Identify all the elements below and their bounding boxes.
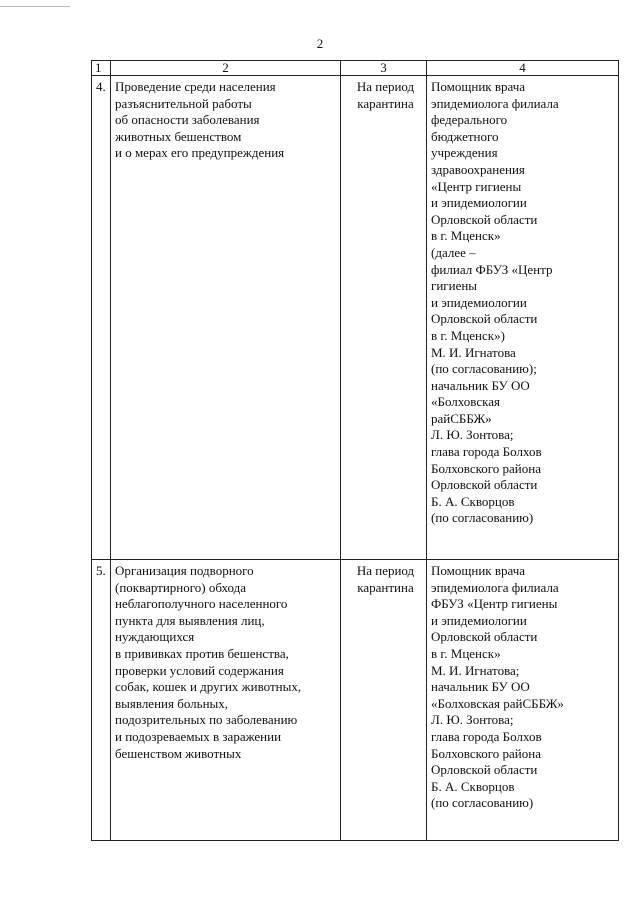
cell-line: пункта для выявления лиц, bbox=[115, 612, 265, 628]
responsible-cell bbox=[427, 76, 619, 560]
cell-line: Орловской области bbox=[431, 311, 538, 327]
cell-line: М. И. Игнатова; bbox=[431, 662, 520, 678]
cell-line: Орловской области bbox=[431, 477, 538, 493]
cell-line: эпидемиолога филиала bbox=[431, 579, 559, 595]
cell-line: (далее – bbox=[431, 244, 476, 260]
cell-line: начальник БУ ОО bbox=[431, 679, 530, 695]
measures-table bbox=[91, 60, 619, 841]
period-cell bbox=[341, 76, 427, 560]
cell-line: (поквартирного) обхода bbox=[115, 579, 246, 595]
cell-line: проверки условий содержания bbox=[115, 662, 284, 678]
cell-line: и подозреваемых в заражении bbox=[115, 728, 282, 744]
cell-line: (по согласованию) bbox=[431, 795, 534, 811]
cell-line: в г. Мценск» bbox=[431, 228, 501, 244]
cell-line: Помощник врача bbox=[431, 79, 526, 94]
table-row-4 bbox=[92, 76, 619, 560]
cell-line: (по согласованию) bbox=[431, 510, 534, 526]
cell-line: ФБУЗ «Центр гигиены bbox=[431, 596, 558, 612]
cell-line: в г. Мценск») bbox=[431, 327, 505, 343]
page-number: 2 bbox=[316, 36, 324, 51]
cell-line: Проведение среди населения bbox=[115, 79, 276, 94]
cell-line: в г. Мценск» bbox=[431, 645, 501, 661]
scan-artifact-line bbox=[0, 6, 70, 7]
table-header-row bbox=[92, 61, 619, 76]
cell-line: «Болховская bbox=[431, 394, 500, 410]
cell-line: и эпидемиологии bbox=[431, 294, 527, 310]
cell-line: животных бешенством bbox=[115, 128, 242, 144]
cell-line: и о мерах его предупреждения bbox=[115, 145, 285, 161]
cell-line: здравоохранения bbox=[431, 161, 525, 177]
cell-line: гигиены bbox=[431, 278, 478, 294]
cell-line: Б. А. Скворцов bbox=[431, 778, 515, 794]
cell-line: об опасности заболевания bbox=[115, 112, 260, 128]
header-col-4: 4 bbox=[427, 61, 619, 76]
cell-line: На период bbox=[356, 563, 415, 578]
cell-line: Болховского района bbox=[431, 460, 541, 476]
cell-line: бешенством животных bbox=[115, 745, 242, 761]
cell-line: «Болховская райСББЖ» bbox=[431, 695, 564, 711]
cell-line: Организация подворного bbox=[115, 563, 254, 578]
cell-line: Л. Ю. Зонтова; bbox=[431, 712, 514, 728]
cell-line: неблагополучного населенного bbox=[115, 596, 288, 612]
cell-line: Помощник врача bbox=[431, 563, 526, 578]
cell-line: карантина bbox=[357, 95, 414, 111]
cell-line: подозрительных по заболеванию bbox=[115, 712, 298, 728]
cell-line: бюджетного bbox=[431, 128, 499, 144]
cell-line: филиал ФБУЗ «Центр bbox=[431, 261, 553, 277]
cell-line: карантина bbox=[357, 579, 414, 595]
table-row-5 bbox=[92, 560, 619, 841]
row-number: 5. bbox=[92, 560, 111, 841]
cell-line: и эпидемиологии bbox=[431, 195, 527, 211]
cell-line: в прививках против бешенства, bbox=[115, 645, 289, 661]
cell-line: На период bbox=[356, 79, 415, 94]
cell-line: глава города Болхов bbox=[431, 728, 542, 744]
cell-line: Л. Ю. Зонтова; bbox=[431, 427, 514, 443]
cell-line: и эпидемиологии bbox=[431, 612, 527, 628]
activity-cell bbox=[111, 76, 341, 560]
cell-line: учреждения bbox=[431, 145, 498, 161]
activity-cell bbox=[111, 560, 341, 841]
cell-line: федерального bbox=[431, 112, 508, 128]
cell-line: разъяснительной работы bbox=[115, 95, 252, 111]
period-cell bbox=[341, 560, 427, 841]
cell-line: выявления больных, bbox=[115, 695, 229, 711]
cell-line: Орловской области bbox=[431, 211, 538, 227]
cell-line: (по согласованию); bbox=[431, 361, 537, 377]
cell-line: нуждающихся bbox=[115, 629, 195, 645]
row-number: 4. bbox=[92, 76, 111, 560]
cell-line: М. И. Игнатова bbox=[431, 344, 516, 360]
header-col-3: 3 bbox=[341, 61, 427, 76]
cell-line: собак, кошек и других животных, bbox=[115, 679, 302, 695]
cell-line: Болховского района bbox=[431, 745, 541, 761]
cell-line: Орловской области bbox=[431, 629, 538, 645]
cell-line: глава города Болхов bbox=[431, 444, 542, 460]
cell-line: начальник БУ ОО bbox=[431, 377, 530, 393]
responsible-cell bbox=[427, 560, 619, 841]
cell-line: Орловской области bbox=[431, 762, 538, 778]
header-col-2: 2 bbox=[111, 61, 341, 76]
cell-line: райСББЖ» bbox=[431, 410, 492, 426]
header-col-1: 1 bbox=[92, 61, 111, 76]
cell-line: эпидемиолога филиала bbox=[431, 95, 559, 111]
cell-line: Б. А. Скворцов bbox=[431, 493, 515, 509]
cell-line: «Центр гигиены bbox=[431, 178, 522, 194]
